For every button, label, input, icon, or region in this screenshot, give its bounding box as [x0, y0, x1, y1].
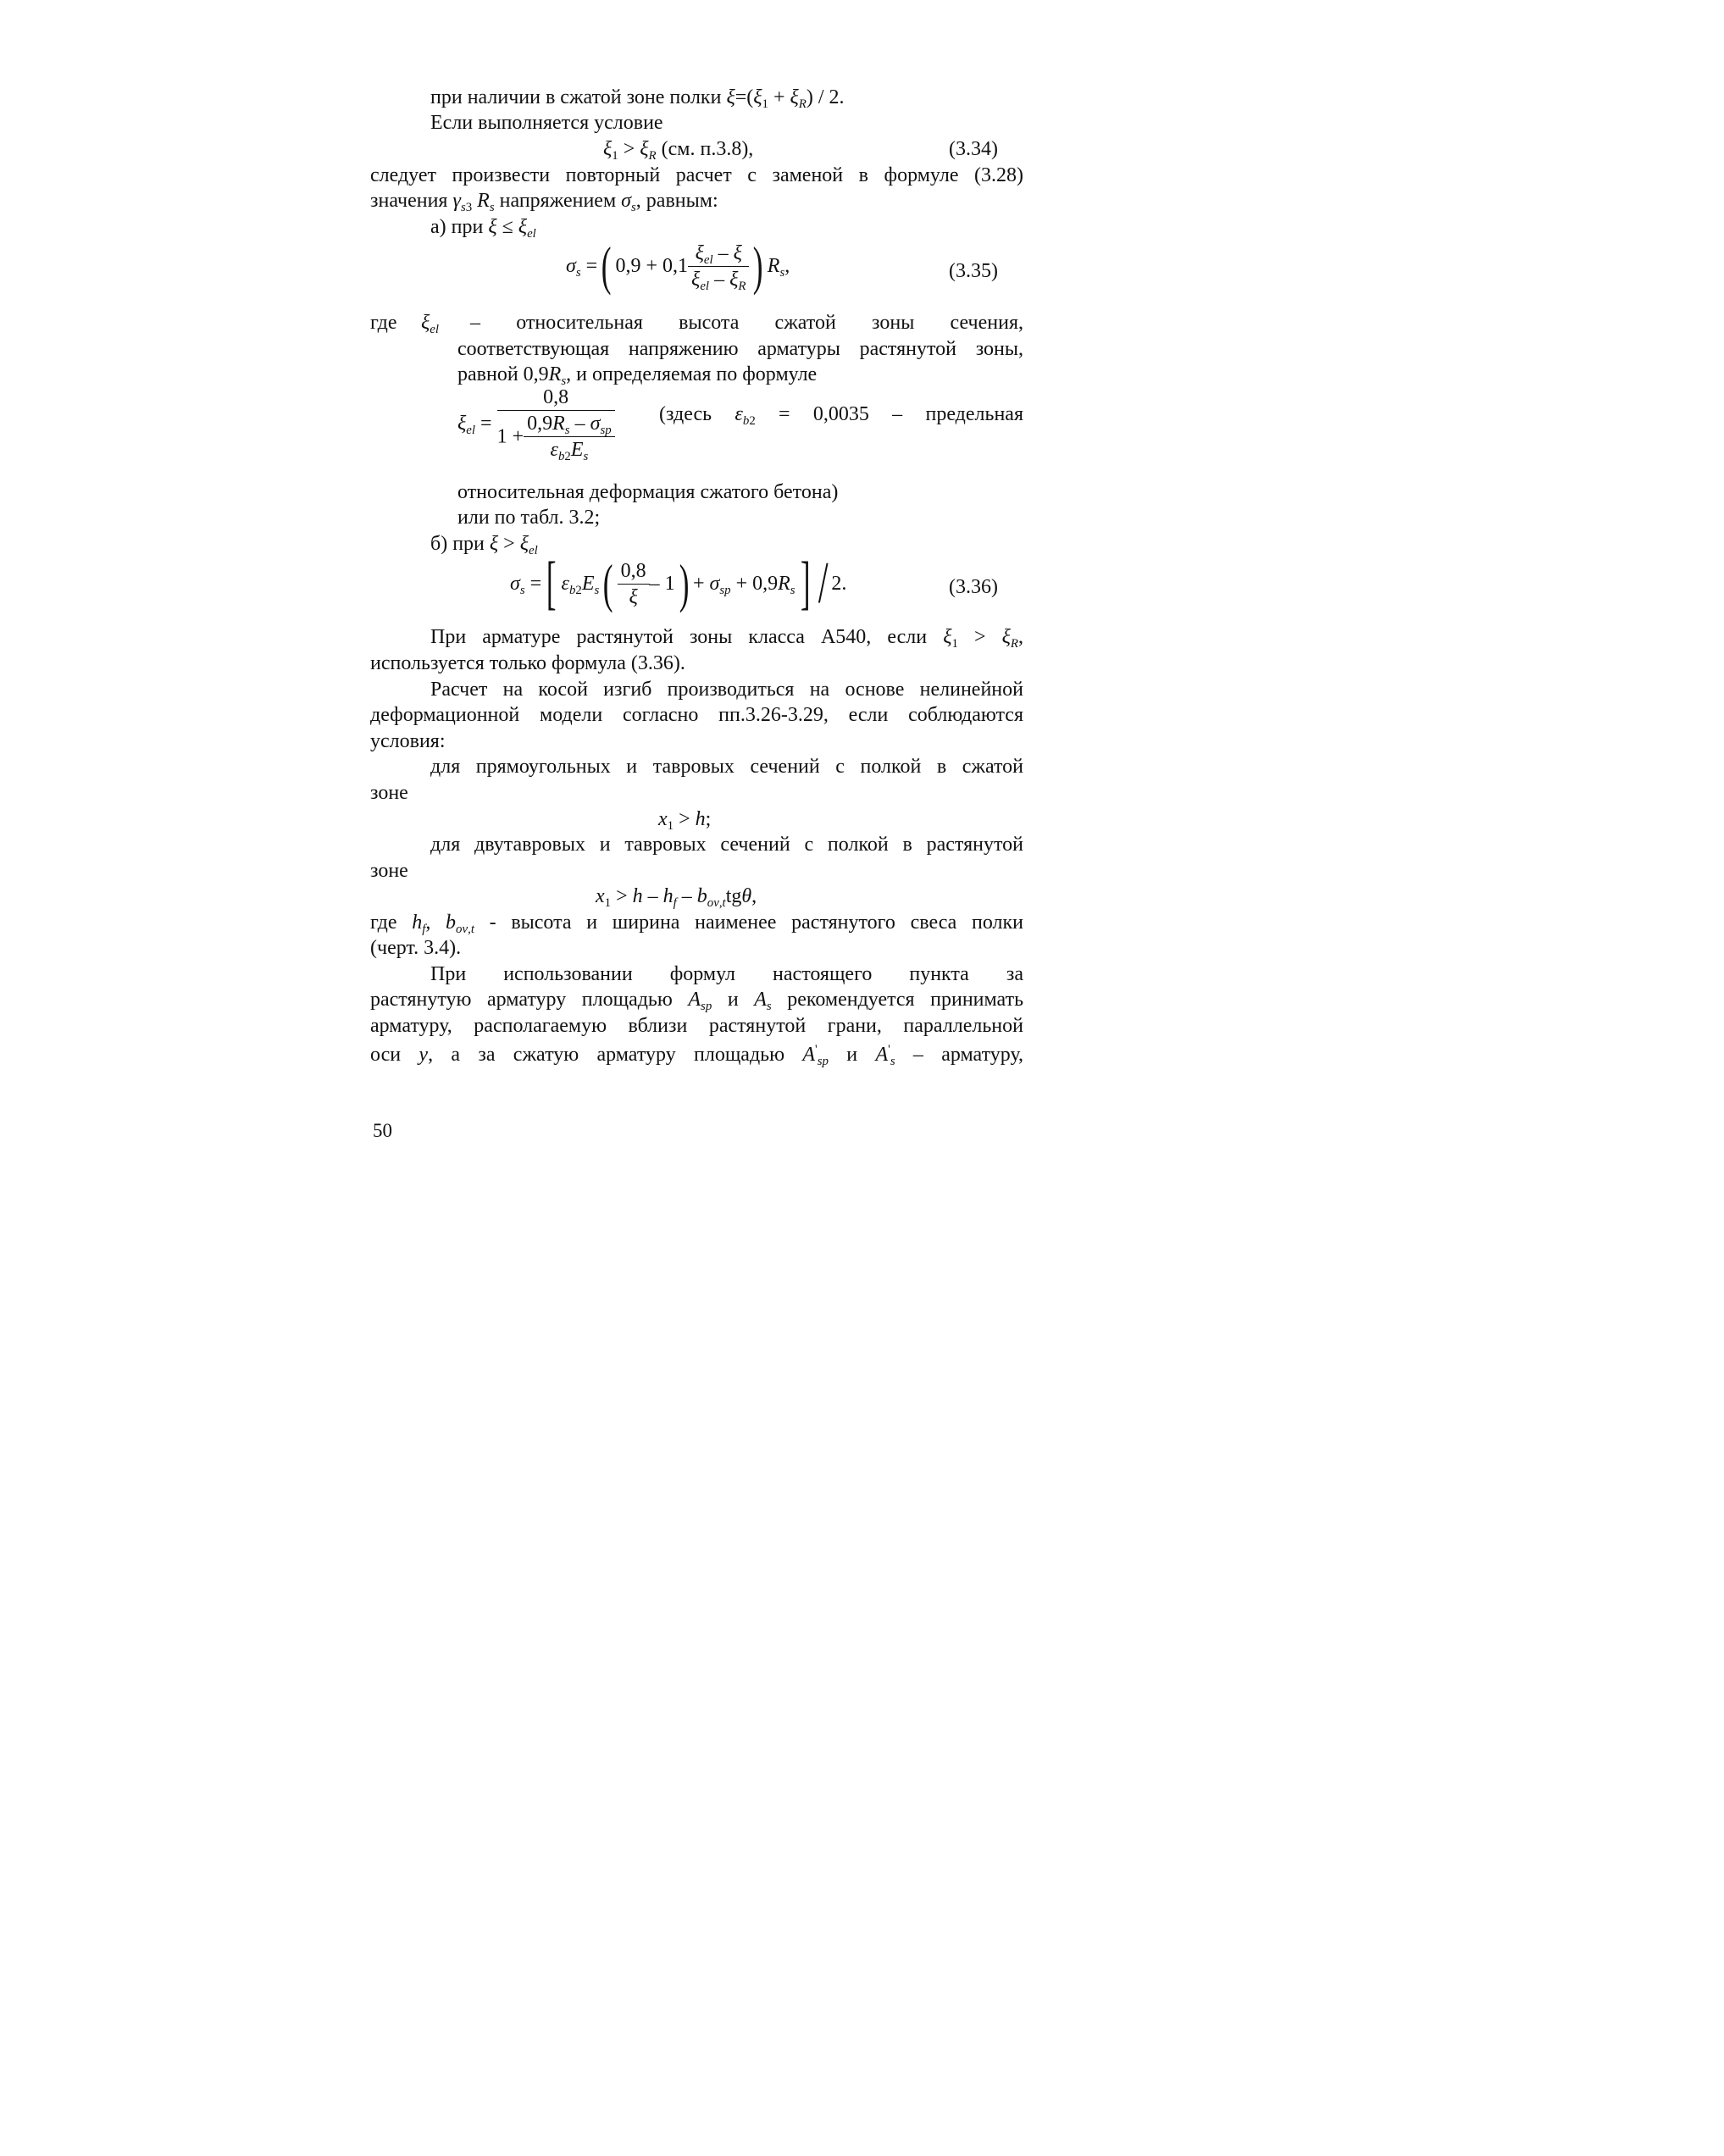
formula-3-35: $\sigma_s$ =( 0,9 + 0,1 $\xi_{el}$ – ξ $\xi_{el} - \xi_R$ ) $R_s$, [566, 236, 790, 296]
text-line-7: – относительная высота сжатой зоны сечения, [470, 312, 1023, 334]
text-line-16: Расчет на косой изгиб производиться на основе нелинейной [430, 679, 1023, 701]
case-b-label: б) при $\xi > \xi_{el}$ [430, 533, 538, 558]
text-line-15: используется только формула (3.36). [370, 652, 685, 674]
text-line-30: оси y, а за сжатую арматуру площадью $A'_{sp}$ и $A'_s$ – арматуру, [370, 1043, 1024, 1069]
condition-x1-h: $x_1 > h$; [658, 808, 712, 834]
page-number: 50 [373, 1120, 392, 1141]
equation-number-3-34: (3.34) [949, 138, 998, 160]
xi-el-symbol: $\xi_{el}$ [421, 312, 440, 337]
text-line-5: значения $\gamma_{s3}$ $R_s$ напряжением $\sigma_s$, равным: [370, 190, 718, 215]
text-line-26: (черт. 3.4). [370, 937, 462, 959]
text-line-20: зоне [370, 782, 408, 804]
text-line-12: или по табл. 3.2; [457, 507, 601, 529]
text-line-18: условия: [370, 730, 446, 752]
text-line-27: При использовании формул настоящего пункта за [430, 963, 1023, 985]
condition-x1-h-hf: $x_1 > h - h_f - b_{ov,t}tg\theta$, [596, 885, 757, 911]
text-line-19: для прямоугольных и тавровых сечений с полкой в сжатой [430, 756, 1023, 778]
text-line-14: При арматуре растянутой зоны класса А540, если $\xi_1 > \xi_R$, [430, 626, 1023, 651]
condition-3-34: $\xi_1 > \xi_R$ (см. п.3.8), [603, 138, 754, 164]
text-line-8: соответствующая напряжению арматуры растянутой зоны, [457, 338, 1023, 360]
text-line-22: для двутавровых и тавровых сечений с полкой в растянутой [430, 834, 1023, 856]
text-line-10-tail: (здесь $\varepsilon_{b2} = 0,0035$ – предельная [659, 403, 1023, 429]
text-line-11: относительная деформация сжатого бетона) [457, 481, 839, 503]
case-a-label: а) при $\xi \le \xi_{el}$ [430, 216, 536, 241]
document-page [0, 0, 1050, 1314]
text-line-23: зоне [370, 860, 408, 882]
text-line-4: следует произвести повторный расчет с заменой в формуле (3.28) [370, 164, 1023, 186]
text-line-29: арматуру, располагаемую вблизи растянутой грани, параллельной [370, 1015, 1023, 1037]
text-line-17: деформационной модели согласно пп.3.26-3.29, если соблюдаются [370, 704, 1023, 726]
equation-number-3-35: (3.35) [949, 260, 998, 282]
text-line-28: растянутую арматуру площадью $A_{sp}$ и $A_s$ рекомендуется принимать [370, 989, 1024, 1014]
text-line-1: при наличии в сжатой зоне полки $\xi=(\xi_1 + \xi_R) / 2$. [430, 86, 845, 112]
equation-number-3-36: (3.36) [949, 576, 998, 598]
text-line-25: где $h_f$, $b_{ov,t}$ - высота и ширина наименее растянутого свеса полки [370, 912, 1024, 937]
formula-xi-el: $\xi_{el}$ = 0,8 1 + $0,9R_s - \sigma_{sp}$ $\varepsilon_{b2}E_s$ [457, 385, 615, 463]
formula-3-36: $\sigma_s$ =[ $\varepsilon_{b2}E_s$( $\frac{0,8}{\xi}$ – $1) + \sigma_{sp} + 0,9R_s] / 2$. [510, 551, 847, 616]
text-line-9: равной $0,9R_s$, и определяемая по формуле [457, 363, 818, 389]
text-line-2: Если выполняется условие [430, 112, 663, 134]
where-label: где [370, 312, 397, 334]
